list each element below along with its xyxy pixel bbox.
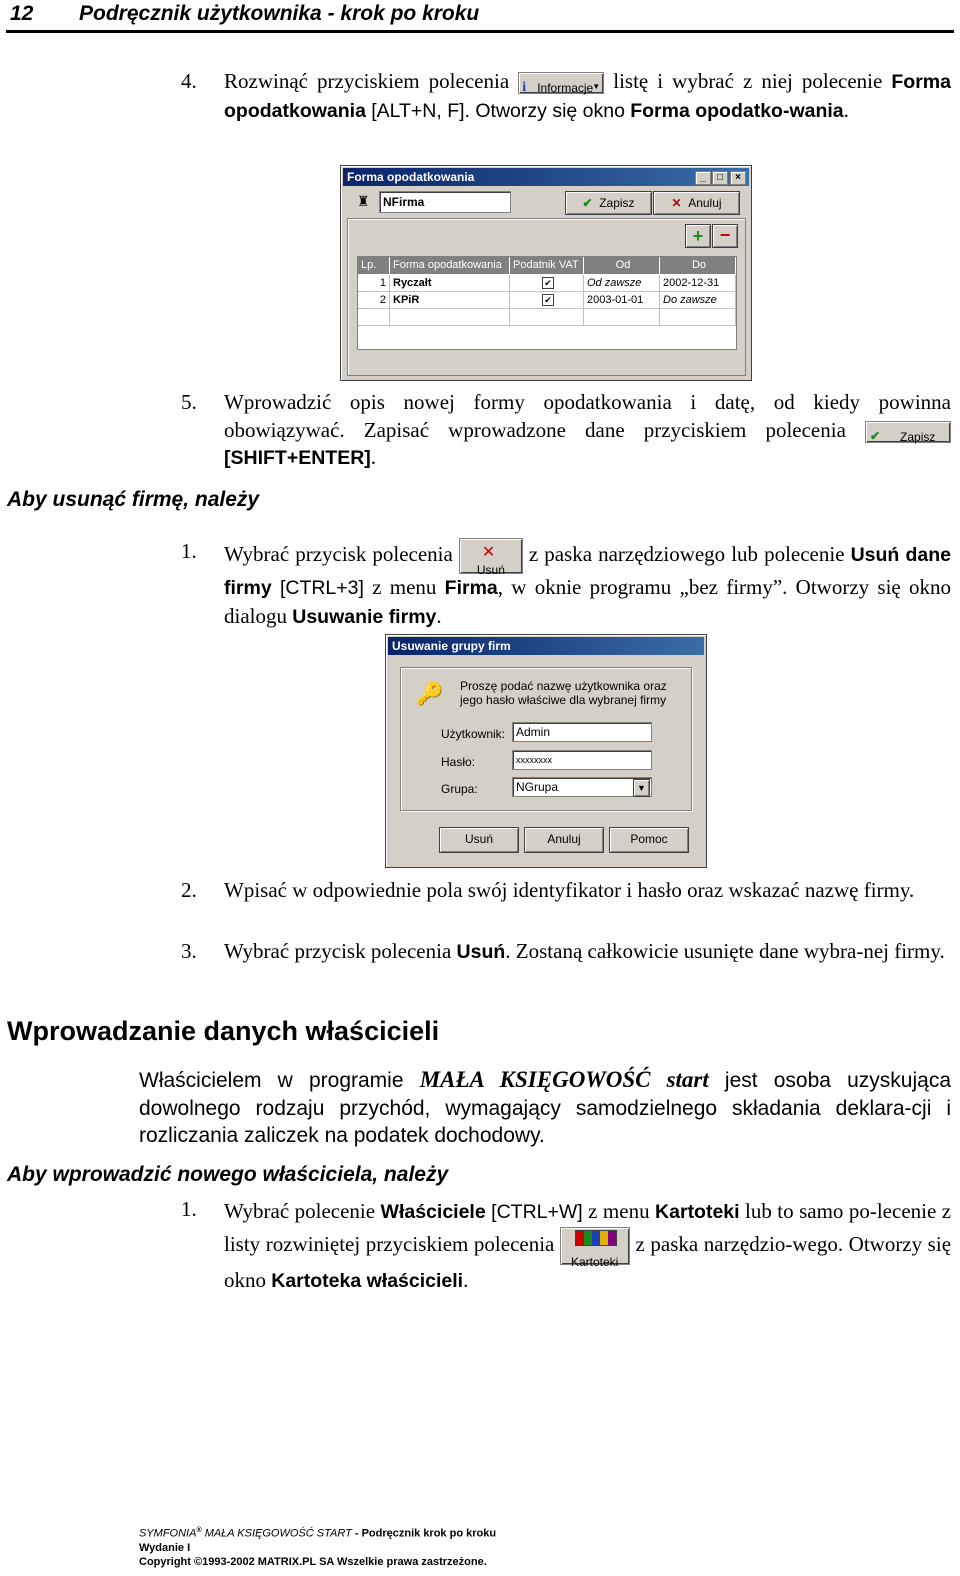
delete-step-1-text: Wybrać przycisk polecenia ✕ Usuń z paska narzędziowego lub polecenie Usuń dane firmy [CTRL+3] z menu Firma, w oknie programu „bez firmy”. Otworzy się okno dialogu Usuwanie firmy. (224, 538, 951, 631)
vat-checkbox[interactable]: ✔ (542, 294, 554, 306)
step-4-number: 4. (181, 69, 197, 93)
grid-header-forma: Forma opodatkowania (390, 257, 510, 274)
delete-step-1-number: 1. (181, 539, 197, 563)
table-cell[interactable]: Ryczałt (390, 275, 510, 292)
add-icon[interactable]: + (685, 224, 711, 248)
window-titlebar (388, 637, 704, 655)
forma-grid (357, 256, 737, 350)
table-cell[interactable]: Do zawsze (660, 292, 736, 309)
informacje-button: i Informacje ▼ (518, 72, 604, 94)
group-label: Grupa: (441, 782, 478, 796)
maximize-icon[interactable]: □ (712, 171, 728, 185)
owner-step-1-text: Wybrać polecenie Właściciele [CTRL+W] z menu Kartoteki lub to samo po-lecenie z listy rozwiniętej przyciskiem polecenia Kartoteki z paska narzędzio-wego. Otworzy się okno Kartoteka właścicieli. (224, 1199, 952, 1292)
dropdown-arrow-icon: ▼ (592, 82, 601, 92)
heading-delete-firm: Aby usunąć firmę, należy (7, 488, 260, 511)
anuluj-button[interactable]: ✕ Anuluj (653, 191, 740, 215)
section-title: Wprowadzanie danych właścicieli (7, 1016, 440, 1046)
page-footer (139, 1524, 496, 1569)
close-icon[interactable]: × (730, 171, 746, 185)
cross-icon: ✕ (481, 544, 496, 561)
table-cell[interactable] (510, 275, 584, 292)
kartoteki-inline-button: Kartoteki (560, 1227, 630, 1265)
delete-step-2-text: Wpisać w odpowiednie pola swój identyfikator i hasło oraz wskazać nazwę firmy. (224, 878, 915, 902)
footer-line-1: SYMFONIA® MAŁA KSIĘGOWOŚĆ START - Podręcznik krok po kroku (139, 1527, 497, 1540)
table-cell[interactable]: 2002-12-31 (660, 275, 736, 292)
table-cell[interactable] (510, 292, 584, 309)
firm-icon: ♜ (357, 193, 370, 209)
password-label: Hasło: (441, 755, 476, 769)
zapisz-button[interactable]: ✔ Zapisz (565, 191, 652, 215)
cross-icon: ✕ (671, 196, 682, 210)
password-field[interactable]: xxxxxxxx (512, 750, 652, 770)
user-label: Użytkownik: (441, 727, 506, 741)
step-5-number: 5. (181, 390, 197, 414)
table-cell[interactable]: KPiR (390, 292, 510, 309)
usun-inline-button: ✕ Usuń (459, 538, 523, 574)
table-cell (584, 309, 660, 326)
step-5-text: Wprowadzić opis nowej formy opodatkowania i datę, od kiedy powinna obowiązywać. Zapisać wprowadzone dane przyciskiem polecenia ✔ Zapisz [SHIFT+ENTER]. (224, 390, 951, 469)
table-row (358, 309, 390, 326)
remove-icon[interactable]: − (712, 224, 738, 248)
footer-line-2: Wydanie I (139, 1541, 191, 1554)
window-title: Usuwanie grupy firm (392, 639, 511, 653)
product-name: MAŁA KSIĘGOWOŚĆ start (419, 1067, 709, 1092)
anuluj-button[interactable]: Anuluj (524, 827, 604, 853)
grid-header-vat: Podatnik VAT (510, 257, 584, 274)
table-row: 2 (358, 292, 390, 309)
chevron-down-icon[interactable]: ▼ (633, 779, 650, 797)
delete-step-2-number: 2. (181, 878, 197, 902)
table-cell[interactable]: Od zawsze (584, 275, 660, 292)
firm-field[interactable]: NFirma (379, 191, 511, 213)
group-select[interactable]: NGrupa ▼ (512, 777, 652, 797)
check-icon: ✔ (870, 428, 881, 443)
delete-step-3-text: Wybrać przycisk polecenia Usuń. Zostaną całkowicie usunięte dane wybra-nej firmy. (224, 939, 945, 963)
heading-new-owner: Aby wprowadzić nowego właściciela, należy (7, 1163, 449, 1186)
pomoc-button[interactable]: Pomoc (609, 827, 689, 853)
page-number: 12 (10, 2, 34, 25)
check-icon: ✔ (582, 196, 593, 210)
delete-step-3-number: 3. (181, 939, 197, 963)
minimize-icon[interactable]: _ (695, 171, 711, 185)
table-row: 1 (358, 275, 390, 292)
grid-header-od: Od (584, 257, 660, 274)
info-icon: i (522, 80, 527, 96)
usuwanie-window (385, 634, 707, 868)
table-cell (390, 309, 510, 326)
zapisz-inline-button: ✔ Zapisz (865, 421, 951, 443)
forma-opodatkowania-window (340, 165, 752, 381)
footer-line-3: Copyright ©1993-2002 MATRIX.PL SA Wszelkie prawa zastrzeżone. (139, 1555, 487, 1568)
prompt-text: Proszę podać nazwę użytkownika oraz jego hasło właściwe dla wybranej firmy (460, 679, 667, 707)
user-field[interactable]: Admin (512, 722, 652, 742)
owner-step-1-number: 1. (181, 1197, 197, 1221)
page-header (6, 0, 954, 33)
window-titlebar (343, 168, 749, 186)
table-cell[interactable]: 2003-01-01 (584, 292, 660, 309)
folders-icon (575, 1230, 617, 1246)
window-title: Forma opodatkowania (347, 170, 475, 184)
step-4-text: Rozwinąć przyciskiem polecenia i Informacje ▼ listę i wybrać z niej polecenie Forma opodatkowania [ALT+N, F]. Otworzy się okno Forma opodatko-wania. (224, 69, 951, 122)
intro-paragraph: Właścicielem w programie MAŁA KSIĘGOWOŚĆ start jest osoba uzyskująca dowolnego rodzaju przychód, wymagający samodzielnego składania deklara-cji i rozliczania zaliczek na podatek dochodowy. (139, 1067, 952, 1147)
table-cell (660, 309, 736, 326)
vat-checkbox[interactable]: ✔ (542, 277, 554, 289)
header-title: Podręcznik użytkownika - krok po kroku (79, 2, 480, 25)
grid-header-lp: Lp. (358, 257, 390, 274)
usun-button[interactable]: Usuń (439, 827, 519, 853)
grid-header-do: Do (660, 257, 736, 274)
table-cell (510, 309, 584, 326)
key-icon: 🔑 (416, 681, 444, 706)
